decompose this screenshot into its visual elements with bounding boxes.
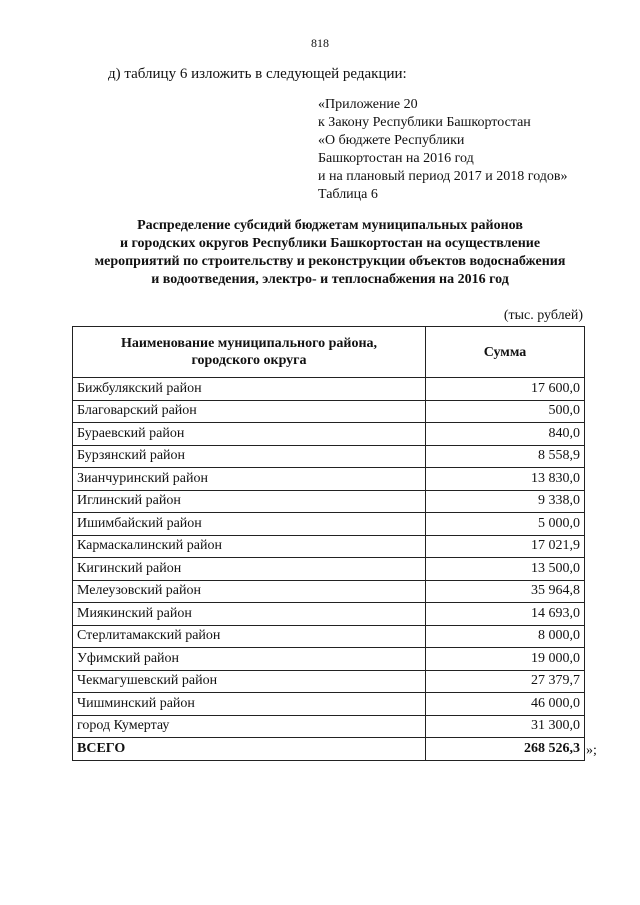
district-name: Бижбулякский район	[73, 378, 426, 401]
district-name: Чишминский район	[73, 693, 426, 716]
district-name: Благоварский район	[73, 400, 426, 423]
table-row	[73, 625, 585, 648]
district-sum: 840,0	[426, 423, 585, 446]
title-line: и городских округов Республики Башкортостан на осуществление	[119, 236, 541, 251]
document-title	[60, 217, 600, 289]
table-row	[73, 490, 585, 513]
district-name: Миякинский район	[73, 603, 426, 626]
header-name-line: Наименование муниципального района,	[120, 336, 378, 351]
table-body	[73, 378, 585, 761]
closing-quote: »;	[586, 743, 597, 758]
header-sum: Сумма	[426, 327, 585, 378]
district-name: Чекмагушевский район	[73, 670, 426, 693]
table-row	[73, 580, 585, 603]
title-line: и водоотведения, электро- и теплоснабжения на 2016 год	[151, 272, 509, 287]
district-sum: 5 000,0	[426, 513, 585, 536]
table-row	[73, 670, 585, 693]
appendix-line: «Приложение 20	[318, 97, 418, 112]
table-row	[73, 715, 585, 738]
table-row	[73, 648, 585, 671]
district-sum: 17 021,9	[426, 535, 585, 558]
district-sum: 31 300,0	[426, 715, 585, 738]
district-sum: 19 000,0	[426, 648, 585, 671]
total-label: ВСЕГО	[73, 738, 426, 761]
header-name-line: городского округа	[191, 353, 307, 368]
table-row	[73, 693, 585, 716]
district-name: Бураевский район	[73, 423, 426, 446]
instruction-text: д) таблицу 6 изложить в следующей редакции:	[108, 66, 407, 82]
title-line: Распределение субсидий бюджетам муниципальных районов	[137, 218, 523, 233]
district-sum: 8 558,9	[426, 445, 585, 468]
district-sum: 9 338,0	[426, 490, 585, 513]
district-name: город Кумертау	[73, 715, 426, 738]
table-number: Таблица 6	[318, 187, 378, 202]
district-sum: 27 379,7	[426, 670, 585, 693]
district-sum: 13 500,0	[426, 558, 585, 581]
district-name: Стерлитамакский район	[73, 625, 426, 648]
table-row	[73, 603, 585, 626]
table-header-row	[73, 327, 585, 378]
table-row	[73, 468, 585, 491]
table-row	[73, 445, 585, 468]
district-name: Зианчуринский район	[73, 468, 426, 491]
district-name: Мелеузовский район	[73, 580, 426, 603]
appendix-line: «О бюджете Республики	[318, 133, 465, 148]
district-sum: 14 693,0	[426, 603, 585, 626]
district-name: Ишимбайский район	[73, 513, 426, 536]
title-line: мероприятий по строительству и реконструкции объектов водоснабжения	[94, 254, 566, 269]
total-row	[73, 738, 585, 761]
district-name: Уфимский район	[73, 648, 426, 671]
table-row	[73, 378, 585, 401]
district-name: Иглинский район	[73, 490, 426, 513]
subsidy-table	[72, 326, 585, 761]
appendix-line: и на плановый период 2017 и 2018 годов»	[318, 169, 568, 184]
appendix-line: к Закону Республики Башкортостан	[318, 115, 531, 130]
district-name: Кармаскалинский район	[73, 535, 426, 558]
appendix-block	[318, 96, 568, 204]
district-sum: 17 600,0	[426, 378, 585, 401]
district-sum: 13 830,0	[426, 468, 585, 491]
district-sum: 35 964,8	[426, 580, 585, 603]
district-name: Кигинский район	[73, 558, 426, 581]
header-name	[73, 327, 426, 378]
district-sum: 8 000,0	[426, 625, 585, 648]
total-value: 268 526,3	[426, 738, 585, 761]
unit-label: (тыс. рублей)	[503, 308, 583, 323]
table-row	[73, 558, 585, 581]
appendix-line: Башкортостан на 2016 год	[318, 151, 474, 166]
table-row	[73, 423, 585, 446]
table-row	[73, 400, 585, 423]
district-sum: 46 000,0	[426, 693, 585, 716]
table-row	[73, 535, 585, 558]
district-name: Бурзянский район	[73, 445, 426, 468]
district-sum: 500,0	[426, 400, 585, 423]
table-row	[73, 513, 585, 536]
page-number: 818	[311, 36, 329, 50]
